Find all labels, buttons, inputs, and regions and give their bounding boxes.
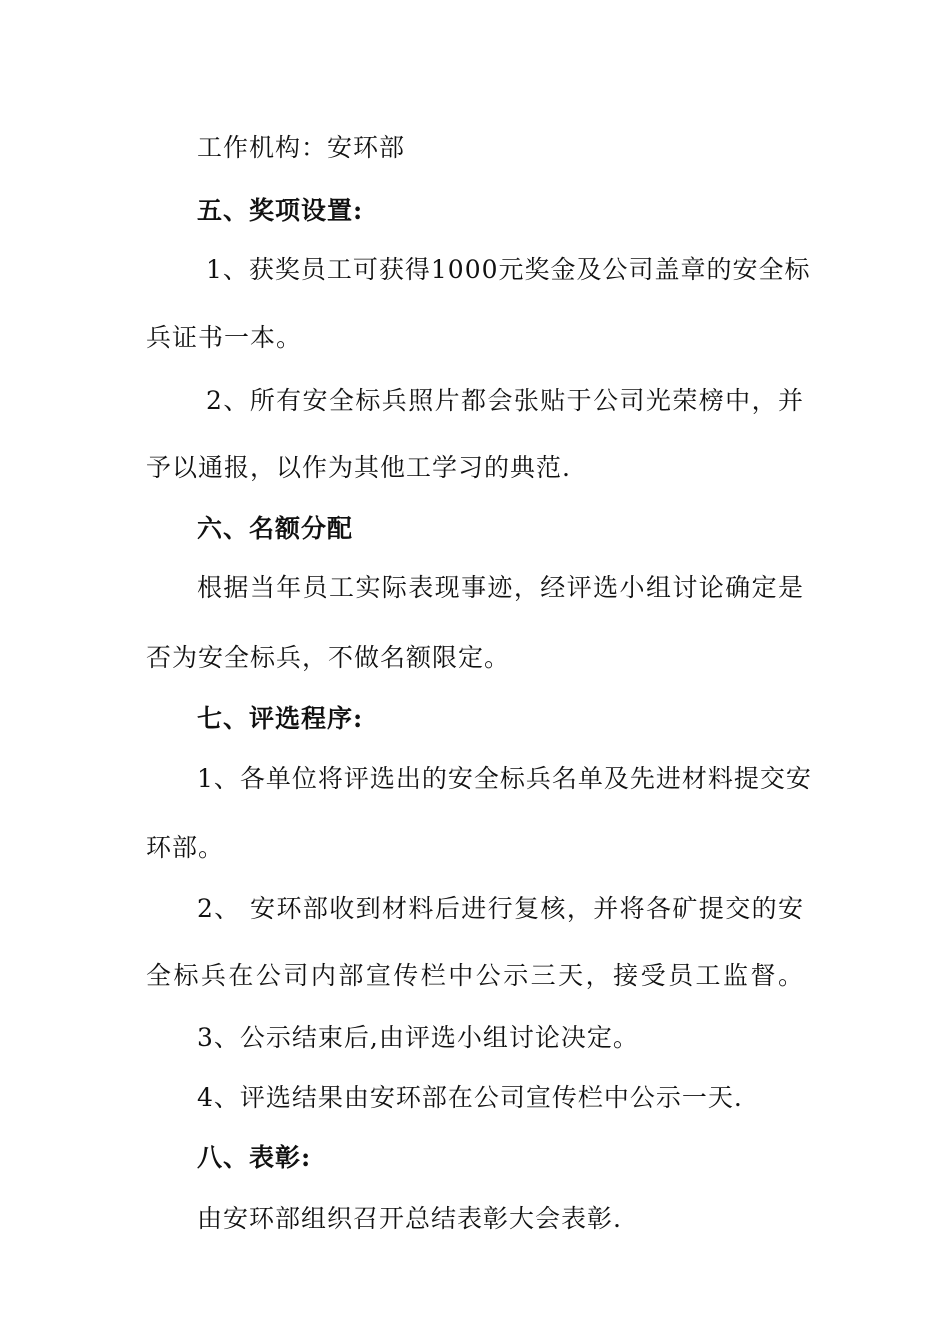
section-8-heading: 八、表彰:: [197, 1143, 312, 1172]
quota-paragraph-line-2: 否为安全标兵，不做名额限定。: [146, 643, 511, 672]
section-7-heading: 七、评选程序:: [197, 704, 364, 733]
commendation-line: 由安环部组织召开总结表彰大会表彰.: [197, 1204, 622, 1233]
procedure-3-line: 3、公示结束后,由评选小组讨论决定。: [197, 1023, 639, 1052]
award-item-1-line-2: 兵证书一本。: [146, 323, 303, 352]
award-item-2-line-2: 予以通报，以作为其他工学习的典范.: [146, 453, 571, 482]
procedure-2-line-2: 全标兵在公司内部宣传栏中公示三天，接受员工监督。: [146, 961, 804, 990]
award-item-2-line-1: 2、所有安全标兵照片都会张贴于公司光荣榜中，并: [206, 386, 804, 415]
award-item-1-line-1: 1、获奖员工可获得1000元奖金及公司盖章的安全标: [206, 255, 811, 284]
quota-paragraph-line-1: 根据当年员工实际表现事迹，经评选小组讨论确定是: [197, 573, 804, 602]
section-5-heading: 五、奖项设置:: [197, 196, 364, 225]
procedure-4-line: 4、评选结果由安环部在公司宣传栏中公示一天.: [197, 1083, 743, 1112]
section-6-heading: 六、名额分配: [197, 514, 354, 543]
procedure-1-line-2: 环部。: [146, 833, 225, 862]
work-organization-line: 工作机构：安环部: [197, 133, 406, 162]
procedure-1-line-1: 1、各单位将评选出的安全标兵名单及先进材料提交安: [197, 764, 812, 793]
procedure-2-line-1: 2、 安环部收到材料后进行复核，并将各矿提交的安: [197, 894, 804, 923]
